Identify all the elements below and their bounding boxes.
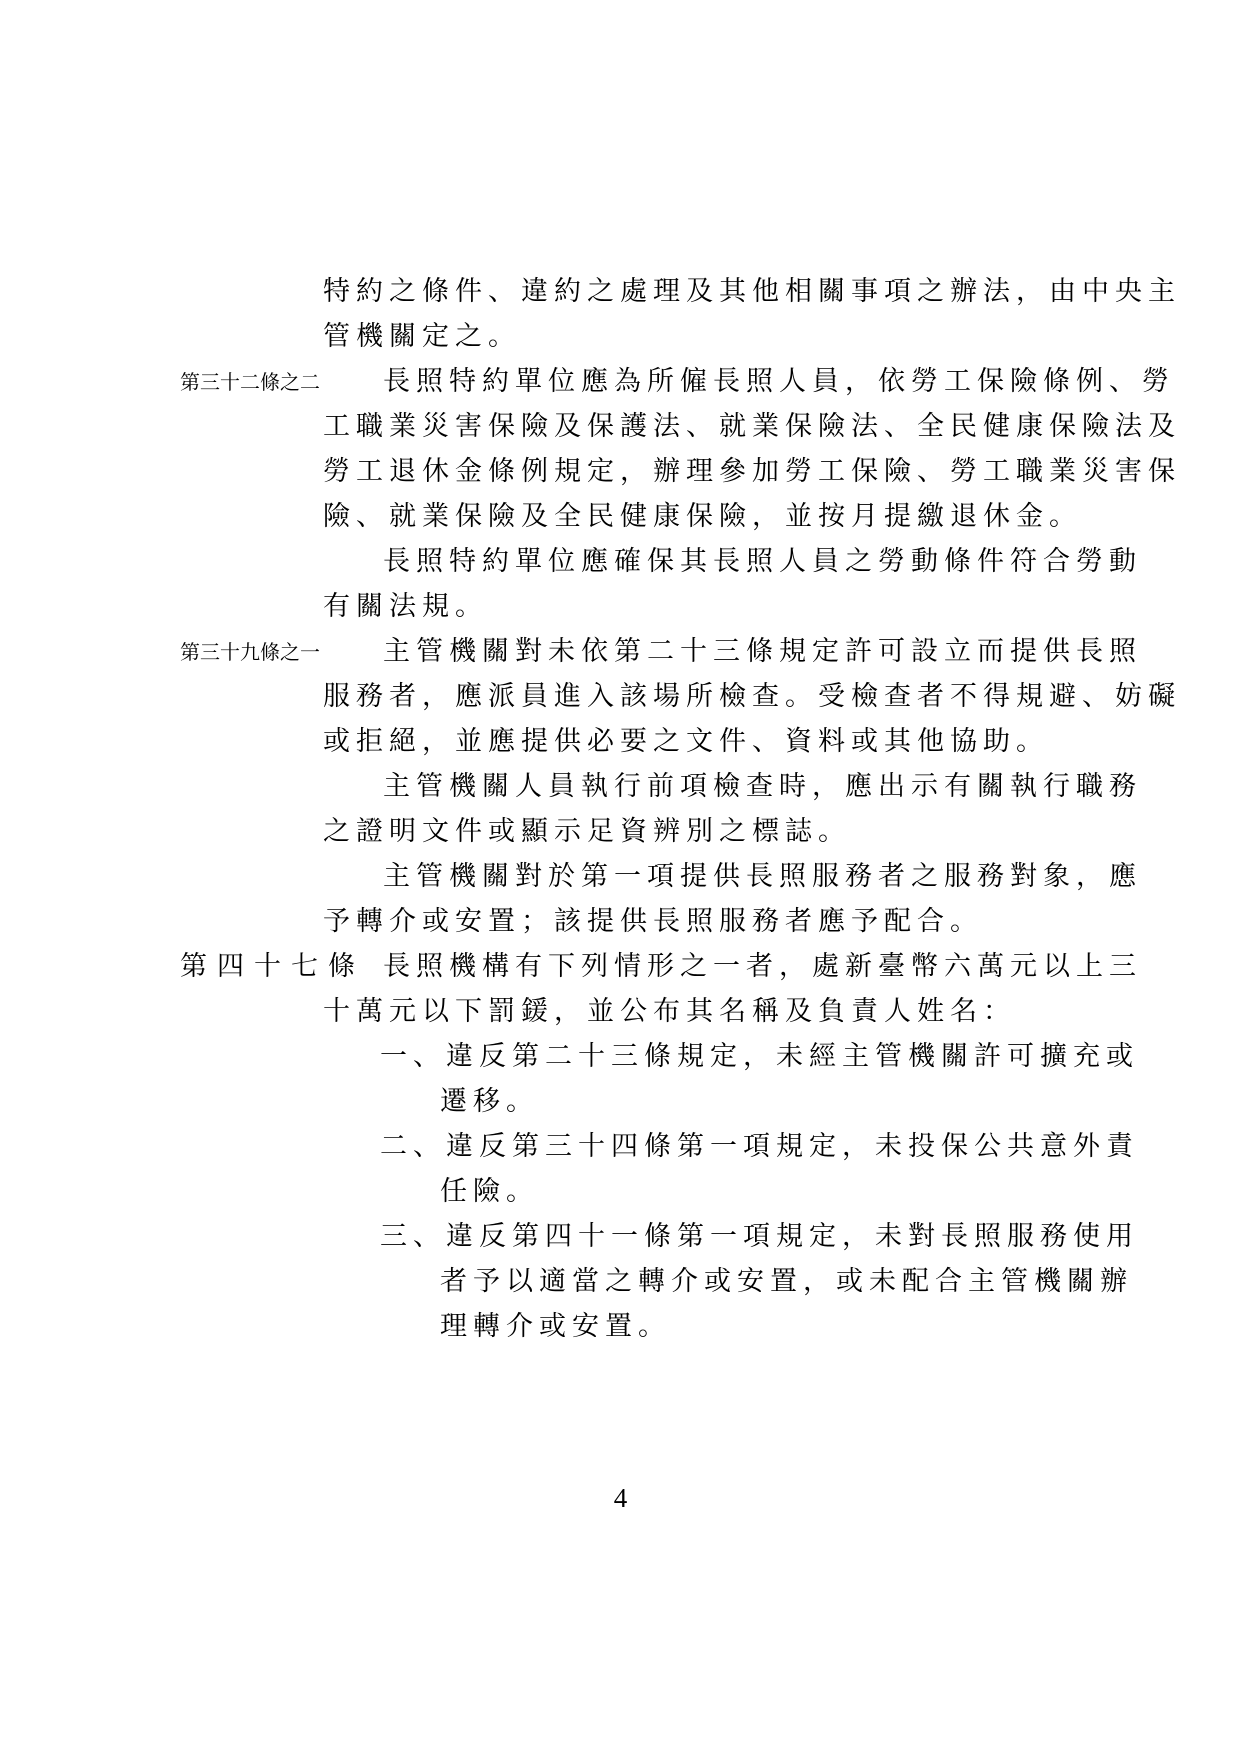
continuation-line: 管機關定之。	[323, 321, 521, 352]
article-label-39-1: 第三十九條之一	[180, 640, 320, 664]
continuation-line: 特約之條件、違約之處理及其他相關事項之辦法，由中央主	[323, 276, 1181, 307]
list-item-continuation: 理轉介或安置。	[440, 1311, 671, 1342]
article-text-line: 長照特約單位應為所僱長照人員，依勞工保險條例、勞	[383, 366, 1175, 397]
list-item: 一、違反第二十三條規定，未經主管機關許可擴充或	[380, 1041, 1139, 1072]
list-item-continuation: 遷移。	[440, 1086, 539, 1117]
article-text-line: 主管機關對未依第二十三條規定許可設立而提供長照	[383, 636, 1142, 667]
article-text-line: 主管機關人員執行前項檢查時，應出示有關執行職務	[383, 771, 1142, 802]
article-label-32-2: 第三十二條之二	[180, 370, 320, 394]
article-text-line: 之證明文件或顯示足資辨別之標誌。	[323, 816, 851, 847]
page-number: 4	[613, 1483, 628, 1513]
article-text-line: 或拒絕，並應提供必要之文件、資料或其他協助。	[323, 726, 1049, 757]
article-text-line: 十萬元以下罰鍰，並公布其名稱及負責人姓名：	[323, 996, 1016, 1027]
list-item-continuation: 任險。	[440, 1176, 539, 1207]
article-text-line: 長照機構有下列情形之一者，處新臺幣六萬元以上三	[383, 951, 1142, 982]
article-text-line: 勞工退休金條例規定，辦理參加勞工保險、勞工職業災害保	[323, 456, 1181, 487]
list-item: 三、違反第四十一條第一項規定，未對長照服務使用	[380, 1221, 1139, 1252]
article-text-line: 予轉介或安置；該提供長照服務者應予配合。	[323, 906, 983, 937]
article-text-line: 主管機關對於第一項提供長照服務者之服務對象，應	[383, 861, 1142, 892]
article-label-47: 第四十七條	[180, 951, 365, 982]
article-text-line: 險、就業保險及全民健康保險，並按月提繳退休金。	[323, 501, 1082, 532]
article-text-line: 工職業災害保險及保護法、就業保險法、全民健康保險法及	[323, 411, 1181, 442]
list-item-continuation: 者予以適當之轉介或安置，或未配合主管機關辦	[440, 1266, 1133, 1297]
article-text-line: 長照特約單位應確保其長照人員之勞動條件符合勞動	[383, 546, 1142, 577]
article-text-line: 有關法規。	[323, 591, 488, 622]
list-item: 二、違反第三十四條第一項規定，未投保公共意外責	[380, 1131, 1139, 1162]
article-text-line: 服務者，應派員進入該場所檢查。受檢查者不得規避、妨礙	[323, 681, 1181, 712]
